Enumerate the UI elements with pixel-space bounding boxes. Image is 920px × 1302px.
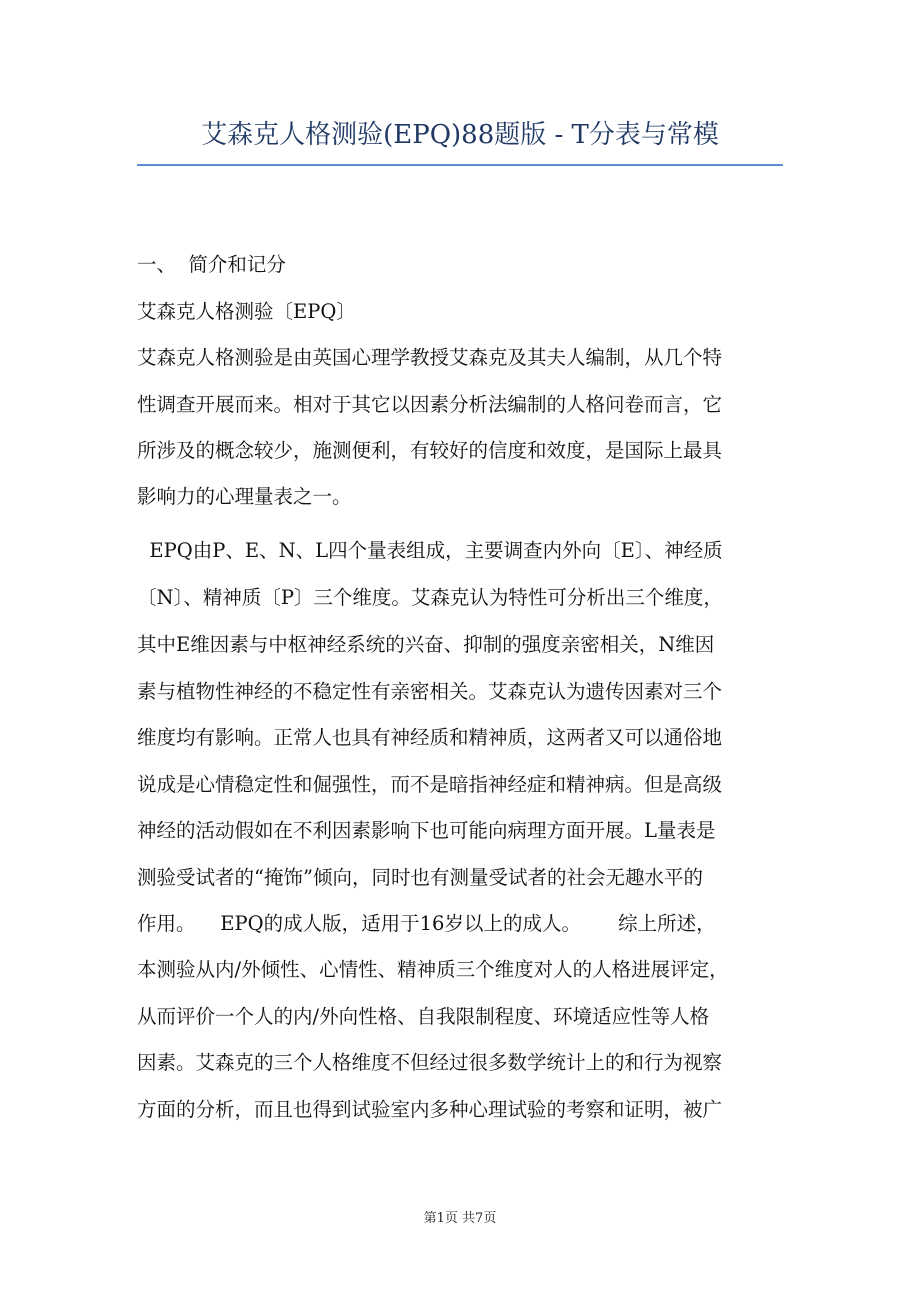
text-line: 艾森克人格测验是由英国心理学教授艾森克及其夫人编制，从几个特 xyxy=(137,346,723,369)
text-line: EPQ由P、E、N、L四个量表组成，主要调查内外向〔E〕、神经质 xyxy=(137,539,723,562)
text-line: 影响力的心理量表之一。 xyxy=(137,485,352,508)
document-title: 艾森克人格测验(EPQ)88题版 - T分表与常模 xyxy=(201,120,719,150)
text-line: 艾森克人格测验〔EPQ〕 xyxy=(137,300,356,323)
text-line: 维度均有影响。正常人也具有神经质和精神质，这两者又可以通俗地 xyxy=(137,726,723,749)
text-line: 所涉及的概念较少，施测便利，有较好的信度和效度，是国际上最具 xyxy=(137,439,723,462)
text-line: 神经的活动假如在不利因素影响下也可能向病理方面开展。L量表是 xyxy=(137,819,716,842)
text-line: 素与植物性神经的不稳定性有亲密相关。艾森克认为遗传因素对三个 xyxy=(137,680,723,703)
text-line: 说成是心情稳定性和倔强性，而不是暗指神经症和精神病。但是高级 xyxy=(137,773,723,796)
section-heading: 一、 简介和记分 xyxy=(137,253,286,276)
text-line: 其中E维因素与中枢神经系统的兴奋、抑制的强度亲密相关，N维因 xyxy=(137,633,715,656)
text-line: 作用。 EPQ的成人版，适用于16岁以上的成人。 综上所述， xyxy=(137,912,716,935)
text-line: 从而评价一个人的内/外向性格、自我限制程度、环境适应性等人格 xyxy=(137,1005,710,1028)
page-footer: 第1页 共7页 xyxy=(423,1211,497,1226)
text-line: 〔N〕、精神质〔P〕三个维度。艾森克认为特性可分析出三个维度， xyxy=(137,586,723,609)
text-line: 性调查开展而来。相对于其它以因素分析法编制的人格问卷而言，它 xyxy=(137,393,723,416)
title-underline xyxy=(137,164,783,166)
text-line: 本测验从内/外倾性、心情性、精神质三个维度对人的人格进展评定， xyxy=(137,958,729,981)
text-line: 方面的分析，而且也得到试验室内多种心理试验的考察和证明，被广 xyxy=(137,1098,723,1121)
text-line: 因素。艾森克的三个人格维度不但经过很多数学统计上的和行为视察 xyxy=(137,1051,723,1074)
text-line: 测验受试者的“掩饰”倾向，同时也有测量受试者的社会无趣水平的 xyxy=(137,866,703,889)
